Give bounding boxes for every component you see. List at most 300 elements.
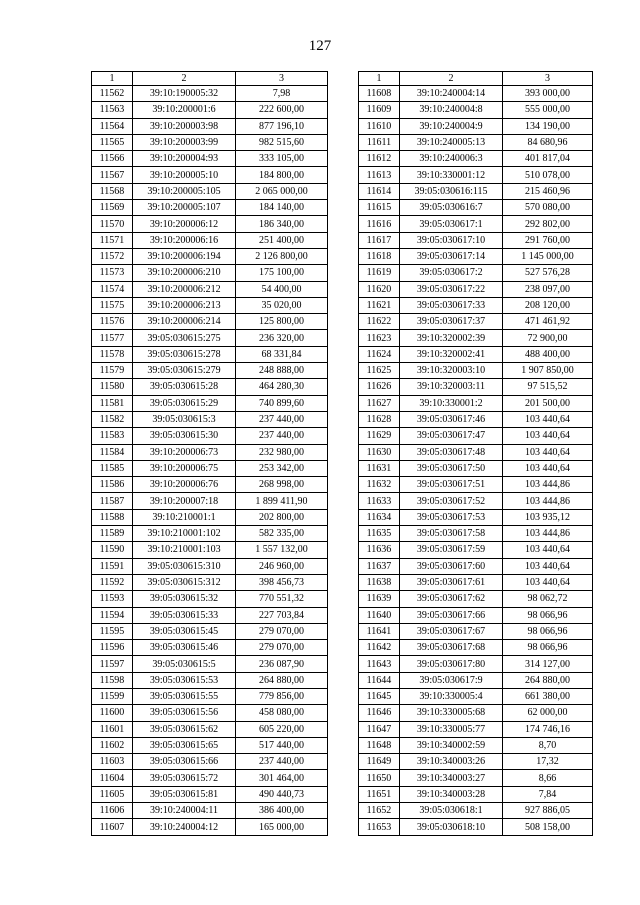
table-row [92,314,328,330]
value-cell: 175 100,00 [236,265,328,281]
value-cell: 184 800,00 [236,167,328,183]
cadastral-number-cell: 39:05:030615:53 [133,672,236,688]
value-cell: 227 703,84 [236,607,328,623]
cadastral-number-cell: 39:05:030617:68 [400,640,503,656]
table-row [359,705,593,721]
table-row [359,330,593,346]
value-cell: 103 444,86 [503,493,593,509]
cadastral-number-cell: 39:10:340003:28 [400,786,503,802]
row-number-cell: 11572 [92,248,133,264]
cadastral-number-cell: 39:10:330001:12 [400,167,503,183]
table-row [359,102,593,118]
cadastral-number-cell: 39:10:190005:32 [133,86,236,102]
cadastral-number-cell: 39:05:030615:66 [133,754,236,770]
table-row [92,86,328,102]
row-number-cell: 11619 [359,265,400,281]
value-cell: 386 400,00 [236,803,328,819]
cadastral-number-cell: 39:05:030617:37 [400,314,503,330]
cadastral-number-cell: 39:10:320003:10 [400,363,503,379]
row-number-cell: 11630 [359,444,400,460]
table-row [359,151,593,167]
row-number-cell: 11590 [92,542,133,558]
table-row [359,379,593,395]
row-number-cell: 11588 [92,509,133,525]
cadastral-number-cell: 39:05:030617:62 [400,591,503,607]
cadastral-number-cell: 39:10:330005:77 [400,721,503,737]
table-row [92,281,328,297]
value-cell: 605 220,00 [236,721,328,737]
value-cell: 35 020,00 [236,297,328,313]
row-number-cell: 11636 [359,542,400,558]
row-number-cell: 11631 [359,460,400,476]
cadastral-number-cell: 39:05:030615:5 [133,656,236,672]
value-cell: 201 500,00 [503,395,593,411]
value-cell: 98 066,96 [503,607,593,623]
value-cell: 301 464,00 [236,770,328,786]
value-cell: 1 557 132,00 [236,542,328,558]
cadastral-number-cell: 39:05:030615:310 [133,558,236,574]
column-header-cadastral: 2 [400,72,503,86]
table-row [359,737,593,753]
value-cell: 98 066,96 [503,640,593,656]
value-cell: 555 000,00 [503,102,593,118]
cadastral-number-cell: 39:10:240006:3 [400,151,503,167]
row-number-cell: 11582 [92,411,133,427]
row-number-cell: 11650 [359,770,400,786]
value-cell: 165 000,00 [236,819,328,835]
row-number-cell: 11563 [92,102,133,118]
row-number-cell: 11621 [359,297,400,313]
row-number-cell: 11573 [92,265,133,281]
row-number-cell: 11585 [92,460,133,476]
row-number-cell: 11574 [92,281,133,297]
table-row [359,591,593,607]
value-cell: 1 145 000,00 [503,248,593,264]
table-row [92,248,328,264]
row-number-cell: 11640 [359,607,400,623]
cadastral-number-cell: 39:10:210001:103 [133,542,236,558]
row-number-cell: 11600 [92,705,133,721]
row-number-cell: 11626 [359,379,400,395]
cadastral-number-cell: 39:05:030615:30 [133,428,236,444]
value-cell: 279 070,00 [236,640,328,656]
cadastral-number-cell: 39:05:030617:2 [400,265,503,281]
row-number-cell: 11620 [359,281,400,297]
cadastral-number-cell: 39:05:030615:29 [133,395,236,411]
table-row [359,640,593,656]
row-number-cell: 11569 [92,200,133,216]
table-row [92,737,328,753]
cadastral-number-cell: 39:10:200006:76 [133,477,236,493]
cadastral-number-cell: 39:05:030617:60 [400,558,503,574]
table-row [359,248,593,264]
table-row [92,346,328,362]
cadastral-number-cell: 39:05:030615:55 [133,688,236,704]
cadastral-number-cell: 39:05:030617:59 [400,542,503,558]
row-number-cell: 11627 [359,395,400,411]
cadastral-number-cell: 39:10:200003:99 [133,134,236,150]
row-number-cell: 11613 [359,167,400,183]
table-row [359,346,593,362]
row-number-cell: 11567 [92,167,133,183]
page-number: 127 [308,38,332,54]
cadastral-number-cell: 39:10:330005:4 [400,688,503,704]
value-cell: 72 900,00 [503,330,593,346]
table-row [359,183,593,199]
row-number-cell: 11589 [92,526,133,542]
value-cell: 264 880,00 [503,672,593,688]
cadastral-number-cell: 39:05:030616:115 [400,183,503,199]
table-row [359,216,593,232]
row-number-cell: 11642 [359,640,400,656]
cadastral-number-cell: 39:05:030617:14 [400,248,503,264]
value-cell: 458 080,00 [236,705,328,721]
row-number-cell: 11580 [92,379,133,395]
cadastral-number-cell: 39:10:240004:12 [133,819,236,835]
value-cell: 582 335,00 [236,526,328,542]
row-number-cell: 11611 [359,134,400,150]
cadastral-number-cell: 39:05:030617:80 [400,656,503,672]
row-number-cell: 11618 [359,248,400,264]
value-cell: 68 331,84 [236,346,328,362]
row-number-cell: 11614 [359,183,400,199]
row-number-cell: 11577 [92,330,133,346]
row-number-cell: 11639 [359,591,400,607]
value-cell: 103 440,64 [503,411,593,427]
value-cell: 238 097,00 [503,281,593,297]
cadastral-number-cell: 39:10:240004:11 [133,803,236,819]
cadastral-number-cell: 39:05:030617:51 [400,477,503,493]
value-cell: 877 196,10 [236,118,328,134]
value-cell: 661 380,00 [503,688,593,704]
row-number-cell: 11628 [359,411,400,427]
cadastral-number-cell: 39:05:030617:53 [400,509,503,525]
value-cell: 202 800,00 [236,509,328,525]
cadastral-number-cell: 39:10:200006:12 [133,216,236,232]
table-row [359,86,593,102]
table-row [359,542,593,558]
row-number-cell: 11597 [92,656,133,672]
value-cell: 84 680,96 [503,134,593,150]
row-number-cell: 11624 [359,346,400,362]
cadastral-number-cell: 39:05:030615:3 [133,411,236,427]
cadastral-number-cell: 39:05:030617:22 [400,281,503,297]
table-row [92,656,328,672]
table-header-row [92,72,328,86]
table-row [92,574,328,590]
cadastral-number-cell: 39:10:210001:1 [133,509,236,525]
row-number-cell: 11565 [92,134,133,150]
table-row [92,183,328,199]
cadastral-number-cell: 39:10:200006:194 [133,248,236,264]
value-cell: 314 127,00 [503,656,593,672]
cadastral-number-cell: 39:05:030617:52 [400,493,503,509]
value-cell: 237 440,00 [236,411,328,427]
table-row [92,558,328,574]
table-row [359,672,593,688]
table-row [92,721,328,737]
table-row [359,395,593,411]
table-row [359,411,593,427]
table-row [359,200,593,216]
table-row [92,167,328,183]
row-number-cell: 11578 [92,346,133,362]
cadastral-number-cell: 39:05:030618:1 [400,803,503,819]
row-number-cell: 11646 [359,705,400,721]
value-cell: 103 440,64 [503,542,593,558]
cadastral-number-cell: 39:05:030615:278 [133,346,236,362]
row-number-cell: 11594 [92,607,133,623]
value-cell: 125 800,00 [236,314,328,330]
table-row [359,444,593,460]
table-row [92,526,328,542]
value-cell: 103 440,64 [503,558,593,574]
row-number-cell: 11649 [359,754,400,770]
table-row [359,509,593,525]
cadastral-number-cell: 39:10:240004:9 [400,118,503,134]
registry-table-right [358,71,593,836]
row-number-cell: 11581 [92,395,133,411]
table-row [92,232,328,248]
row-number-cell: 11593 [92,591,133,607]
cadastral-number-cell: 39:10:200006:75 [133,460,236,476]
value-cell: 510 078,00 [503,167,593,183]
row-number-cell: 11617 [359,232,400,248]
cadastral-number-cell: 39:05:030615:279 [133,363,236,379]
row-number-cell: 11629 [359,428,400,444]
table-row [92,509,328,525]
cadastral-number-cell: 39:05:030617:67 [400,623,503,639]
cadastral-number-cell: 39:05:030617:61 [400,574,503,590]
cadastral-number-cell: 39:10:200005:107 [133,200,236,216]
cadastral-number-cell: 39:05:030617:33 [400,297,503,313]
value-cell: 1 899 411,90 [236,493,328,509]
table-row [92,102,328,118]
value-cell: 103 440,64 [503,574,593,590]
table-row [359,232,593,248]
table-row [359,656,593,672]
column-header-number: 1 [359,72,400,86]
table-row [359,118,593,134]
table-row [92,819,328,835]
row-number-cell: 11608 [359,86,400,102]
row-number-cell: 11648 [359,737,400,753]
cadastral-number-cell: 39:05:030615:33 [133,607,236,623]
value-cell: 770 551,32 [236,591,328,607]
row-number-cell: 11632 [359,477,400,493]
table-row [92,672,328,688]
cadastral-number-cell: 39:05:030615:275 [133,330,236,346]
table-row [92,688,328,704]
value-cell: 17,32 [503,754,593,770]
value-cell: 184 140,00 [236,200,328,216]
cadastral-number-cell: 39:10:200007:18 [133,493,236,509]
table-row [359,167,593,183]
cadastral-number-cell: 39:05:030615:72 [133,770,236,786]
cadastral-number-cell: 39:10:320003:11 [400,379,503,395]
value-cell: 982 515,60 [236,134,328,150]
table-row [359,460,593,476]
value-cell: 2 065 000,00 [236,183,328,199]
table-row [359,623,593,639]
cadastral-number-cell: 39:10:330001:2 [400,395,503,411]
table-row [92,460,328,476]
table-row [359,754,593,770]
value-cell: 488 400,00 [503,346,593,362]
row-number-cell: 11638 [359,574,400,590]
row-number-cell: 11609 [359,102,400,118]
row-number-cell: 11645 [359,688,400,704]
cadastral-number-cell: 39:10:200006:212 [133,281,236,297]
value-cell: 103 935,12 [503,509,593,525]
table-row [92,803,328,819]
table-row [92,640,328,656]
table-row [92,200,328,216]
table-row [92,216,328,232]
table-row [92,493,328,509]
cadastral-number-cell: 39:10:340003:27 [400,770,503,786]
row-number-cell: 11653 [359,819,400,835]
row-number-cell: 11633 [359,493,400,509]
table-row [92,118,328,134]
cadastral-number-cell: 39:10:340002:59 [400,737,503,753]
column-header-value: 3 [236,72,328,86]
table-row [359,803,593,819]
row-number-cell: 11604 [92,770,133,786]
table-row [92,477,328,493]
cadastral-number-cell: 39:10:240004:14 [400,86,503,102]
cadastral-number-cell: 39:05:030615:45 [133,623,236,639]
row-number-cell: 11616 [359,216,400,232]
value-cell: 103 440,64 [503,460,593,476]
value-cell: 268 998,00 [236,477,328,493]
cadastral-number-cell: 39:10:200003:98 [133,118,236,134]
row-number-cell: 11606 [92,803,133,819]
row-number-cell: 11564 [92,118,133,134]
value-cell: 570 080,00 [503,200,593,216]
table-row [359,688,593,704]
value-cell: 779 856,00 [236,688,328,704]
cadastral-number-cell: 39:10:210001:102 [133,526,236,542]
table-row [359,281,593,297]
value-cell: 2 126 800,00 [236,248,328,264]
value-cell: 740 899,60 [236,395,328,411]
table-row [92,542,328,558]
value-cell: 98 066,96 [503,623,593,639]
row-number-cell: 11570 [92,216,133,232]
value-cell: 398 456,73 [236,574,328,590]
value-cell: 134 190,00 [503,118,593,134]
table-row [92,754,328,770]
cadastral-number-cell: 39:05:030618:10 [400,819,503,835]
cadastral-number-cell: 39:10:200001:6 [133,102,236,118]
row-number-cell: 11610 [359,118,400,134]
cadastral-number-cell: 39:05:030617:1 [400,216,503,232]
value-cell: 246 960,00 [236,558,328,574]
table-row [92,591,328,607]
cadastral-number-cell: 39:05:030615:56 [133,705,236,721]
cadastral-number-cell: 39:10:200006:213 [133,297,236,313]
row-number-cell: 11587 [92,493,133,509]
value-cell: 253 342,00 [236,460,328,476]
table-row [92,428,328,444]
cadastral-number-cell: 39:10:200006:73 [133,444,236,460]
row-number-cell: 11634 [359,509,400,525]
value-cell: 490 440,73 [236,786,328,802]
cadastral-number-cell: 39:05:030617:66 [400,607,503,623]
cadastral-number-cell: 39:10:200006:210 [133,265,236,281]
row-number-cell: 11583 [92,428,133,444]
table-row [359,428,593,444]
table-row [359,819,593,835]
column-header-number: 1 [92,72,133,86]
table-row [359,558,593,574]
table-row [92,623,328,639]
row-number-cell: 11566 [92,151,133,167]
value-cell: 186 340,00 [236,216,328,232]
row-number-cell: 11571 [92,232,133,248]
cadastral-number-cell: 39:10:320002:39 [400,330,503,346]
value-cell: 393 000,00 [503,86,593,102]
row-number-cell: 11568 [92,183,133,199]
value-cell: 527 576,28 [503,265,593,281]
value-cell: 264 880,00 [236,672,328,688]
row-number-cell: 11605 [92,786,133,802]
row-number-cell: 11576 [92,314,133,330]
table-row [92,379,328,395]
cadastral-number-cell: 39:10:200006:16 [133,232,236,248]
table-row [359,574,593,590]
cadastral-number-cell: 39:05:030617:47 [400,428,503,444]
value-cell: 401 817,04 [503,151,593,167]
cadastral-number-cell: 39:05:030615:32 [133,591,236,607]
value-cell: 208 120,00 [503,297,593,313]
cadastral-number-cell: 39:05:030617:58 [400,526,503,542]
row-number-cell: 11615 [359,200,400,216]
table-row [92,770,328,786]
table-header-row [359,72,593,86]
row-number-cell: 11601 [92,721,133,737]
value-cell: 222 600,00 [236,102,328,118]
table-row [359,314,593,330]
value-cell: 471 461,92 [503,314,593,330]
value-cell: 279 070,00 [236,623,328,639]
registry-table-left [91,71,328,836]
value-cell: 237 440,00 [236,428,328,444]
table-row [359,770,593,786]
row-number-cell: 11599 [92,688,133,704]
value-cell: 215 460,96 [503,183,593,199]
row-number-cell: 11596 [92,640,133,656]
cadastral-number-cell: 39:05:030615:81 [133,786,236,802]
value-cell: 237 440,00 [236,754,328,770]
row-number-cell: 11584 [92,444,133,460]
table-row [92,363,328,379]
cadastral-number-cell: 39:05:030617:48 [400,444,503,460]
value-cell: 291 760,00 [503,232,593,248]
row-number-cell: 11643 [359,656,400,672]
cadastral-number-cell: 39:05:030617:10 [400,232,503,248]
cadastral-number-cell: 39:10:200005:10 [133,167,236,183]
value-cell: 97 515,52 [503,379,593,395]
row-number-cell: 11586 [92,477,133,493]
cadastral-number-cell: 39:10:320002:41 [400,346,503,362]
row-number-cell: 11637 [359,558,400,574]
value-cell: 54 400,00 [236,281,328,297]
value-cell: 248 888,00 [236,363,328,379]
cadastral-number-cell: 39:05:030616:7 [400,200,503,216]
cadastral-number-cell: 39:10:340003:26 [400,754,503,770]
